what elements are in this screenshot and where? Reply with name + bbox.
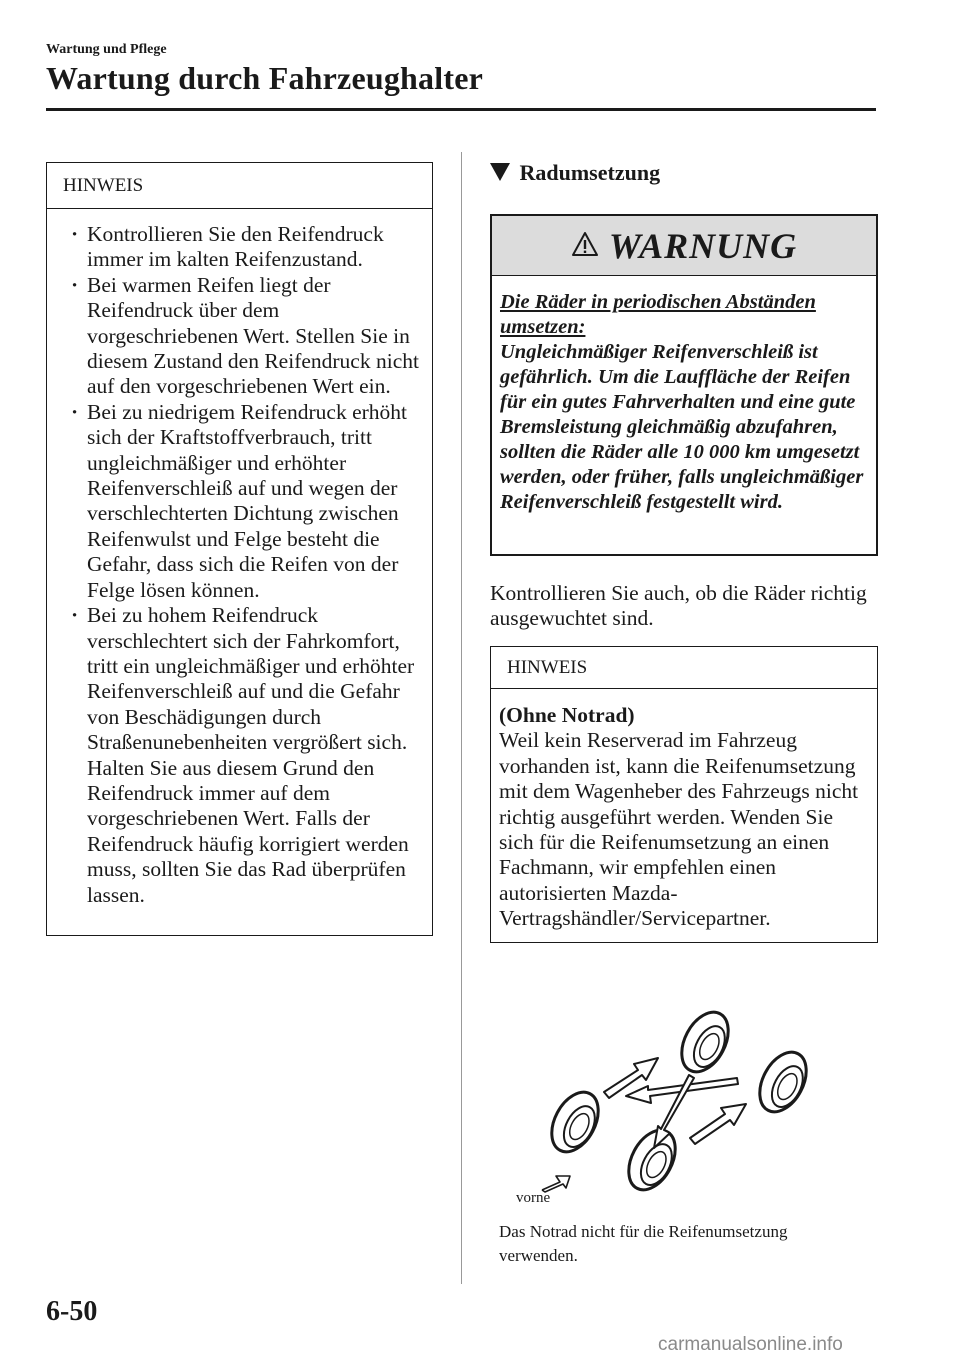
warning-headline: Die Räder in periodischen Abständen umsetzen: [500,291,816,338]
figure-caption: Das Notrad nicht für die Reifenumsetzung verwenden. [499,1222,788,1265]
column-divider [461,152,462,1284]
triangle-down-icon [490,163,510,181]
note-body [491,689,877,932]
tire-front-left [542,1084,607,1159]
balance-paragraph: Kontrollieren Sie auch, ob die Räder richtig ausgewuchtet sind. [490,581,867,630]
section-subheading [490,160,660,186]
warning-header [492,216,876,276]
tire-rear-left [672,1004,737,1079]
warning-title: WARNUNG [608,226,798,266]
tire-rear-right [750,1044,815,1119]
note-text: Weil kein Reserverad im Fahrzeug vorhanden ist, kann die Reifenumsetzung mit dem Wagenheber des Fahrzeugs nicht richtig ausgeführt werden. Wenden Sie sich für die Reifenumsetzung an einen Fachmann, wir empfehlen einen autorisierten Mazda-Vertragshändler/Servicepartner. [499,728,859,931]
watermark: carmanualsonline.info [658,1334,843,1355]
note-heading: HINWEIS [491,647,877,689]
note-box-left [46,162,433,936]
warning-body [492,276,876,515]
bullet-list [63,222,424,908]
bullet-item: · Kontrollieren Sie den Reifendruck immer im kalten Reifenzustand. [63,222,424,273]
tire-front-right [619,1122,684,1197]
title-rule [46,108,876,111]
note-body [47,209,432,908]
section-label: Wartung und Pflege [46,42,167,57]
page-number: 6-50 [46,1296,98,1327]
warning-icon [571,231,599,257]
tire-rotation-diagram [500,1000,820,1200]
page-title: Wartung durch Fahrzeughalter [46,60,484,96]
note-subtitle: (Ohne Notrad) [499,703,635,727]
note-heading: HINWEIS [47,163,432,209]
warning-text: Ungleichmäßiger Reifenverschleiß ist gefährlich. Um die Lauffläche der Reifen für ein gutes Fahrverhalten und eine gute Bremsleistung gleichmäßig abzufahren, sollten die Räder alle 10 000 km umgesetzt werden, oder früher, falls ungleichmäßiger Reifenverschleiß festgestellt wird. [500,341,864,513]
bullet-item: · Bei zu hohem Reifendruck verschlechtert sich der Fahrkomfort, tritt ein ungleichmäßiger und erhöhter Reifenverschleiß auf und die Gefahr von Beschädigungen durch Straßenunebenheiten vergrößert sich. Halten Sie aus diesem Grund den Reifendruck immer auf dem vorgeschriebenen Wert. Falls der Reifendruck häufig korrigiert werden muss, sollten Sie das Rad überprüfen lassen. [63,603,424,908]
warning-box [490,214,878,556]
bullet-item: · Bei warmen Reifen liegt der Reifendruck über dem vorgeschriebenen Wert. Stellen Sie in diesem Zustand den Reifendruck nicht auf den vorgeschriebenen Wert ein. [63,273,424,400]
subheading-text: Radumsetzung [519,160,661,185]
arrow-front-right-to-rear-right [690,1104,746,1144]
figure-label-front: vorne [516,1190,551,1206]
note-box-right [490,646,878,943]
bullet-item: · Bei zu niedrigem Reifendruck erhöht sich der Kraftstoffverbrauch, tritt ungleichmäßiger und erhöhter Reifenverschleiß auf und wegen der verschlechterten Dichtung zwischen Reifenwulst und Felge besteht die Gefahr, dass sich die Reifen von der Felge lösen können. [63,400,424,603]
